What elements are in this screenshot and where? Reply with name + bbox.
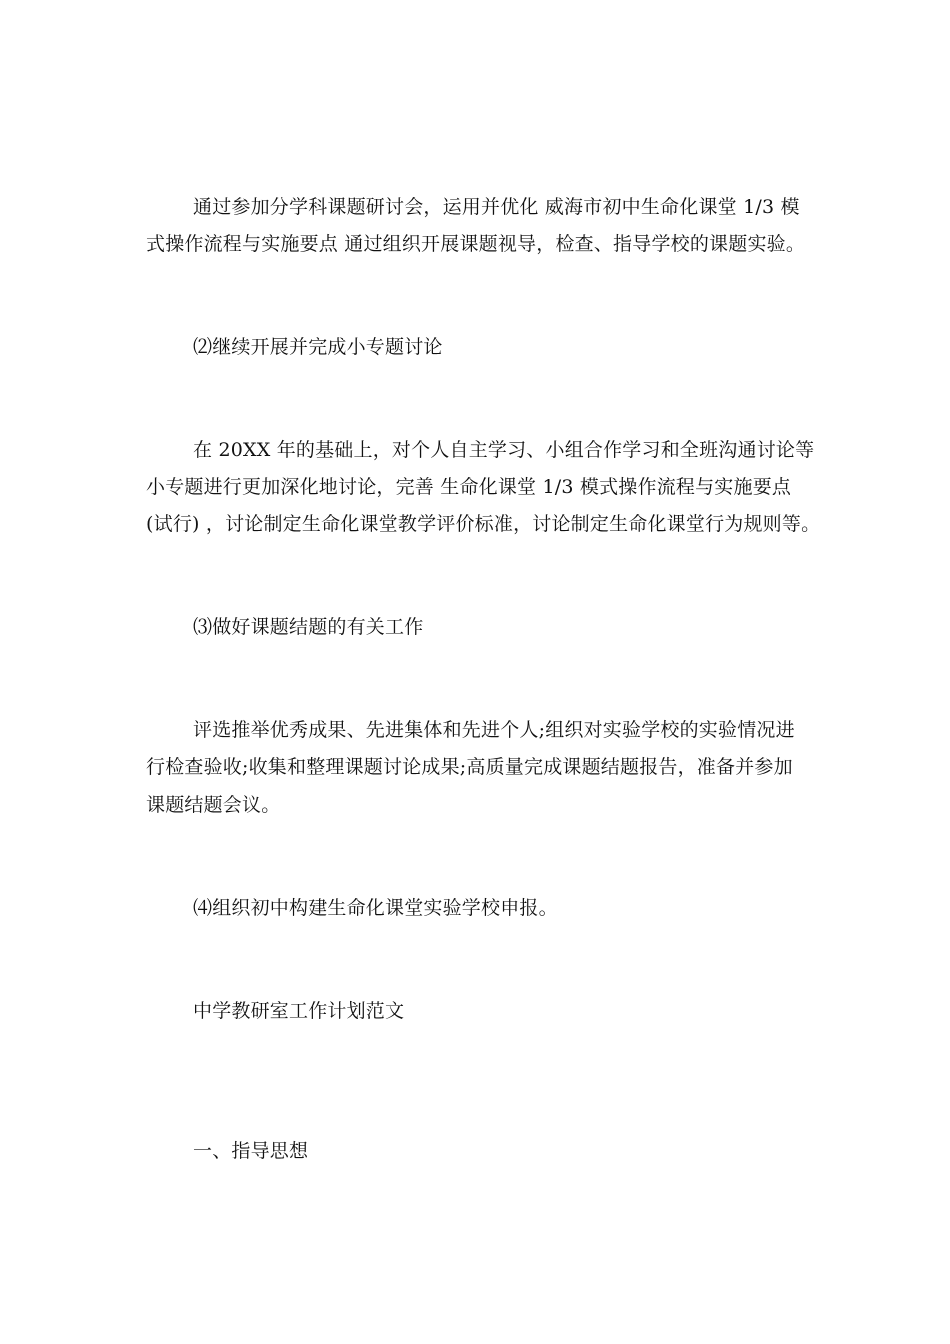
paragraph-3-line-3: 课题结题会议。 [146, 794, 281, 816]
paragraph-2-line-2: 小专题进行更加深化地讨论，完善 生命化课堂 1/3 模式操作流程与实施要点 [146, 476, 792, 498]
paragraph-1-line-1: 通过参加分学科课题研讨会，运用并优化 威海市初中生命化课堂 1/3 模 [193, 196, 800, 218]
paragraph-3-line-1: 评选推举优秀成果、先进集体和先进个人;组织对实验学校的实验情况进 [193, 719, 795, 741]
item-2-heading: ⑵继续开展并完成小专题讨论 [193, 336, 443, 358]
section-heading-guiding-thought: 一、指导思想 [193, 1140, 309, 1162]
paragraph-2-line-1: 在 20XX 年的基础上，对个人自主学习、小组合作学习和全班沟通讨论等 [193, 439, 815, 461]
item-3-heading: ⑶做好课题结题的有关工作 [193, 616, 424, 638]
paragraph-2-line-3: (试行) ，讨论制定生命化课堂教学评价标准，讨论制定生命化课堂行为规则等。 [146, 513, 821, 535]
paragraph-3-line-2: 行检查验收;收集和整理课题讨论成果;高质量完成课题结题报告，准备并参加 [146, 756, 793, 778]
paragraph-1-line-2: 式操作流程与实施要点 通过组织开展课题视导，检查、指导学校的课题实验。 [146, 233, 806, 255]
item-4-heading: ⑷组织初中构建生命化课堂实验学校申报。 [193, 897, 558, 919]
document-title: 中学教研室工作计划范文 [193, 1000, 405, 1022]
